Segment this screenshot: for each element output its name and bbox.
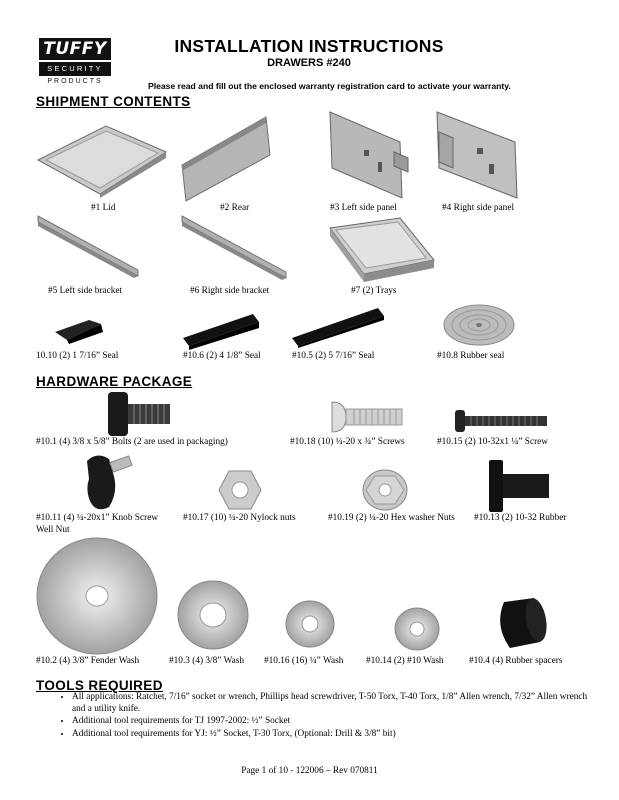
knob-screw-image <box>83 451 135 511</box>
item-trays: #7 (2) Trays <box>351 286 397 296</box>
tools-list <box>36 692 596 741</box>
item-lid: #1 Lid <box>91 203 116 213</box>
section-shipment-contents: SHIPMENT CONTENTS <box>36 94 191 109</box>
item-washer-10: #10.14 (2) #10 Wash <box>366 656 444 666</box>
washer-10-image <box>394 607 440 651</box>
hex-washer-nut-image <box>362 469 408 511</box>
item-washer-1-4: #10.16 (16) ¼” Wash <box>264 656 344 666</box>
item-seal-4-1-8: #10.6 (2) 4 1/8” Seal <box>183 351 261 361</box>
tools-item-yj: • Additional tool requirements for YJ: ½” Socket, T-30 Torx, (Optional: Drill & 3/8” bit) <box>72 729 596 741</box>
logo-tagline-top: SECURITY <box>39 62 111 76</box>
item-rubber-well-nut: #10.13 (2) 10-32 Rubber <box>474 513 567 523</box>
screw-1-4-20-image <box>330 402 402 432</box>
nylock-nut-image <box>219 471 261 509</box>
warranty-notice: Please read and fill out the enclosed warranty registration card to activate your warranty. <box>148 81 511 91</box>
seal-1-7-16-image <box>55 318 105 344</box>
item-well-nut-continuation: Well Nut <box>36 525 70 535</box>
rubber-spacer-image <box>490 598 550 650</box>
item-bolts-3-8: #10.1 (4) 3/8 x 5/8” Bolts (2 are used in packaging) <box>36 437 228 447</box>
item-nylock-nuts: #10.17 (10) ¼-20 Nylock nuts <box>183 513 296 523</box>
item-right-side-bracket: #6 Right side bracket <box>190 286 270 296</box>
washer-1-4-image <box>285 600 335 648</box>
item-fender-washer: #10.2 (4) 3/8” Fender Wash <box>36 656 140 666</box>
right-side-bracket-image <box>182 214 288 280</box>
tools-item-all: • All applications: Ratchet, 7/16” socket or wrench, Phillips head screwdriver, T-50 Torx, T-40 Torx, 1/8” Allen wrench, 7/32” Allen wrench and a utility knife. <box>72 692 596 715</box>
item-rear: #2 Rear <box>220 203 250 213</box>
item-screw-10-32: #10.15 (2) 10-32x1 ¼” Screw <box>437 437 549 447</box>
section-hardware-package: HARDWARE PACKAGE <box>36 374 193 389</box>
item-screws-1-4-20: #10.18 (10) ¼-20 x ¾” Screws <box>290 437 405 447</box>
item-left-side-bracket: #5 Left side bracket <box>48 286 123 296</box>
bolt-3-8-image <box>108 392 170 436</box>
item-right-side-panel: #4 Right side panel <box>442 203 515 213</box>
page-footer: Page 1 of 10 - 122006 – Rev 070811 <box>241 766 378 776</box>
rear-image <box>182 115 272 203</box>
lid-image <box>38 122 166 197</box>
item-seal-5-7-16: #10.5 (2) 5 7/16” Seal <box>292 351 375 361</box>
left-side-bracket-image <box>38 214 140 278</box>
washer-3-8-image <box>177 580 249 650</box>
page-title: INSTALLATION INSTRUCTIONS <box>174 36 444 56</box>
item-washer-3-8: #10.3 (4) 3/8” Wash <box>169 656 244 666</box>
left-side-panel-image <box>330 112 410 200</box>
tools-item-tj: • Additional tool requirements for TJ 1997-2002: ½” Socket <box>72 716 596 728</box>
item-hex-washer-nuts: #10.19 (2) ¼-20 Hex washer Nuts <box>328 513 455 523</box>
right-side-panel-image <box>437 112 523 200</box>
section-tools-required: TOOLS REQUIRED <box>36 678 163 693</box>
item-rubber-seal: #10.8 Rubber seal <box>437 351 505 361</box>
page-subtitle: DRAWERS #240 <box>267 57 351 69</box>
rubber-seal-image <box>443 303 515 347</box>
seal-5-7-16-image <box>292 308 384 348</box>
fender-washer-image <box>36 537 158 655</box>
logo-tagline-bottom: PRODUCTS <box>47 78 103 85</box>
item-left-side-panel: #3 Left side panel <box>330 203 397 213</box>
tuffy-logo <box>39 38 111 91</box>
item-knob-screw: #10.11 (4) ¼-20x1” Knob Screw <box>36 513 159 523</box>
seal-4-1-8-image <box>183 314 259 350</box>
screw-10-32-image <box>455 410 547 432</box>
item-rubber-spacers: #10.4 (4) Rubber spacers <box>469 656 563 666</box>
rubber-well-nut-image <box>489 460 551 512</box>
logo-brand: TUFFY <box>39 38 111 60</box>
trays-image <box>330 218 434 282</box>
item-seal-1-7-16: 10.10 (2) 1 7/16” Seal <box>36 351 119 361</box>
